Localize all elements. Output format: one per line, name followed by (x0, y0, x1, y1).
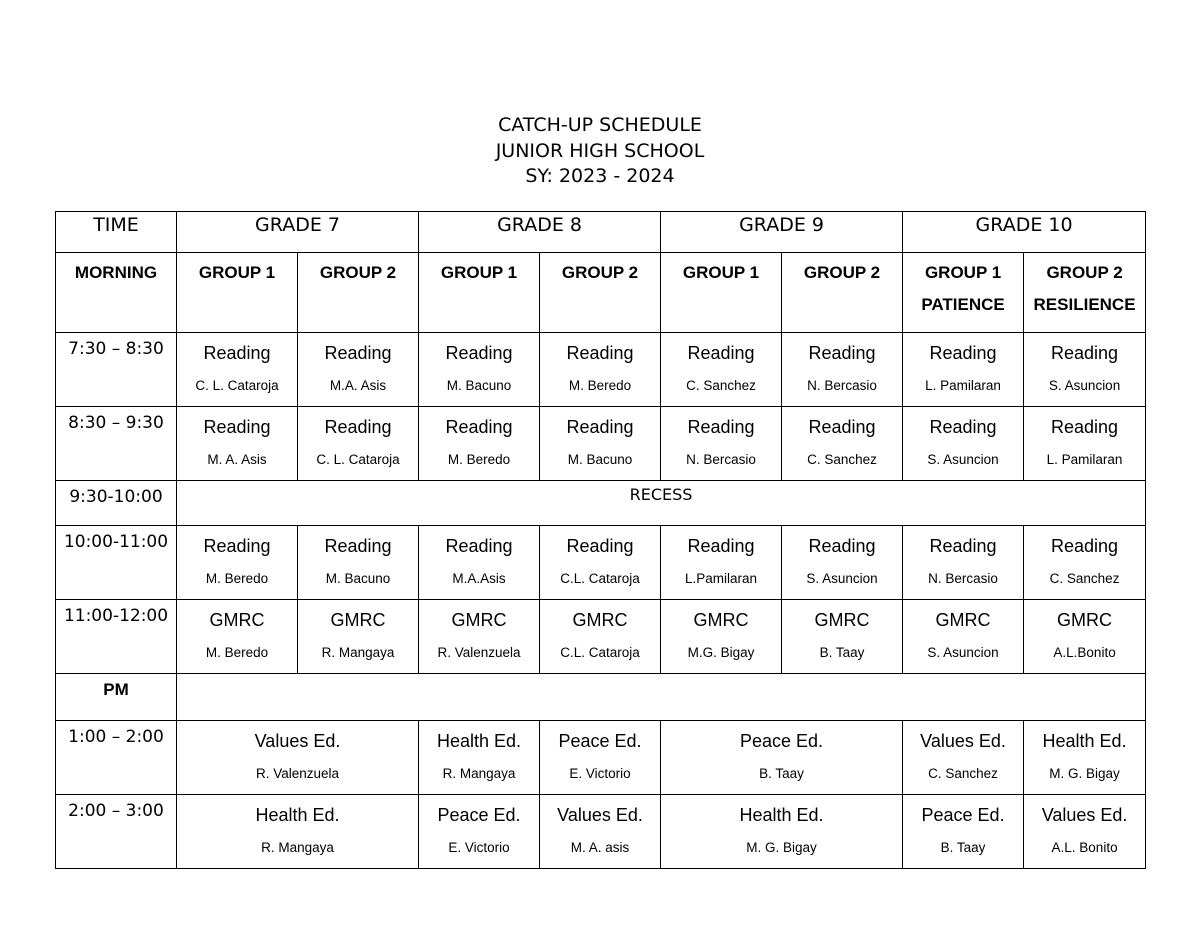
schedule-cell: GMRC S. Asuncion (903, 600, 1024, 674)
schedule-cell: Reading M. Bacuno (540, 407, 661, 481)
time-cell: 2:00 – 3:00 (56, 795, 177, 869)
schedule-cell: Reading C. L. Cataroja (177, 333, 298, 407)
title-line-2: JUNIOR HIGH SCHOOL (495, 139, 705, 162)
group-header: GROUP 1 (661, 253, 782, 333)
schedule-cell: Reading S. Asuncion (903, 407, 1024, 481)
schedule-cell: Health Ed. M. G. Bigay (1024, 721, 1146, 795)
schedule-cell: GMRC R. Mangaya (298, 600, 419, 674)
schedule-cell-grade-7: Values Ed. R. Valenzuela (177, 721, 419, 795)
schedule-cell: Values Ed. C. Sanchez (903, 721, 1024, 795)
schedule-cell: Reading N. Bercasio (903, 526, 1024, 600)
schedule-cell: Reading M. Beredo (177, 526, 298, 600)
title-line-1: CATCH-UP SCHEDULE (498, 114, 702, 136)
schedule-row (56, 333, 1146, 407)
schedule-row (56, 721, 1146, 795)
group-header-resilience: GROUP 2 RESILIENCE (1024, 253, 1146, 333)
schedule-cell: GMRC A.L.Bonito (1024, 600, 1146, 674)
schedule-cell: Reading M. Beredo (540, 333, 661, 407)
pm-label: PM (56, 674, 177, 721)
schedule-cell: Reading M. Bacuno (298, 526, 419, 600)
schedule-row (56, 526, 1146, 600)
schedule-cell: Reading L. Pamilaran (903, 333, 1024, 407)
schedule-row (56, 407, 1146, 481)
schedule-cell: Reading M.A. Asis (298, 333, 419, 407)
group-header-row (56, 253, 1146, 333)
title-line-3: SY: 2023 - 2024 (525, 165, 675, 187)
pm-blank-cell (177, 674, 1146, 721)
recess-label: RECESS (177, 481, 1146, 526)
schedule-cell: Reading S. Asuncion (1024, 333, 1146, 407)
schedule-cell: Reading C. Sanchez (1024, 526, 1146, 600)
schedule-cell: Peace Ed. E. Victorio (419, 795, 540, 869)
time-header: TIME (56, 212, 177, 253)
group-header-patience: GROUP 1 PATIENCE (903, 253, 1024, 333)
grade-header: GRADE 10 (903, 212, 1146, 253)
schedule-cell: Reading C. L. Cataroja (298, 407, 419, 481)
grade-header-row (56, 212, 1146, 253)
group-header: GROUP 2 (298, 253, 419, 333)
schedule-cell: Reading C.L. Cataroja (540, 526, 661, 600)
group-header: GROUP 1 (419, 253, 540, 333)
schedule-cell: Reading C. Sanchez (661, 333, 782, 407)
grade-header: GRADE 9 (661, 212, 903, 253)
schedule-cell: Health Ed. R. Mangaya (419, 721, 540, 795)
schedule-cell: Reading M.A.Asis (419, 526, 540, 600)
schedule-cell-grade-9: Peace Ed. B. Taay (661, 721, 903, 795)
schedule-cell: Peace Ed. B. Taay (903, 795, 1024, 869)
time-cell: 7:30 – 8:30 (56, 333, 177, 407)
time-cell: 1:00 – 2:00 (56, 721, 177, 795)
schedule-cell-grade-7: Health Ed. R. Mangaya (177, 795, 419, 869)
grade-header: GRADE 7 (177, 212, 419, 253)
document-title (0, 113, 1200, 190)
schedule-cell-grade-9: Health Ed. M. G. Bigay (661, 795, 903, 869)
schedule-cell: GMRC M.G. Bigay (661, 600, 782, 674)
schedule-cell: Reading L. Pamilaran (1024, 407, 1146, 481)
schedule-cell: Reading M. A. Asis (177, 407, 298, 481)
time-cell: 9:30-10:00 (56, 481, 177, 526)
morning-label: MORNING (56, 253, 177, 333)
schedule-cell: Peace Ed. E. Victorio (540, 721, 661, 795)
recess-row (56, 481, 1146, 526)
time-cell: 11:00-12:00 (56, 600, 177, 674)
group-header: GROUP 1 (177, 253, 298, 333)
schedule-cell: Reading M. Beredo (419, 407, 540, 481)
schedule-cell: GMRC M. Beredo (177, 600, 298, 674)
schedule-cell: Reading N. Bercasio (661, 407, 782, 481)
schedule-cell: Reading N. Bercasio (782, 333, 903, 407)
schedule-cell: Values Ed. A.L. Bonito (1024, 795, 1146, 869)
pm-row (56, 674, 1146, 721)
schedule-cell: Reading M. Bacuno (419, 333, 540, 407)
group-header: GROUP 2 (540, 253, 661, 333)
group-header: GROUP 2 (782, 253, 903, 333)
schedule-cell: Reading C. Sanchez (782, 407, 903, 481)
time-cell: 10:00-11:00 (56, 526, 177, 600)
schedule-cell: GMRC C.L. Cataroja (540, 600, 661, 674)
schedule-table (55, 211, 1146, 869)
schedule-cell: GMRC R. Valenzuela (419, 600, 540, 674)
schedule-cell: Values Ed. M. A. asis (540, 795, 661, 869)
time-cell: 8:30 – 9:30 (56, 407, 177, 481)
schedule-cell: GMRC B. Taay (782, 600, 903, 674)
schedule-cell: Reading S. Asuncion (782, 526, 903, 600)
schedule-cell: Reading L.Pamilaran (661, 526, 782, 600)
grade-header: GRADE 8 (419, 212, 661, 253)
schedule-row (56, 600, 1146, 674)
schedule-row (56, 795, 1146, 869)
